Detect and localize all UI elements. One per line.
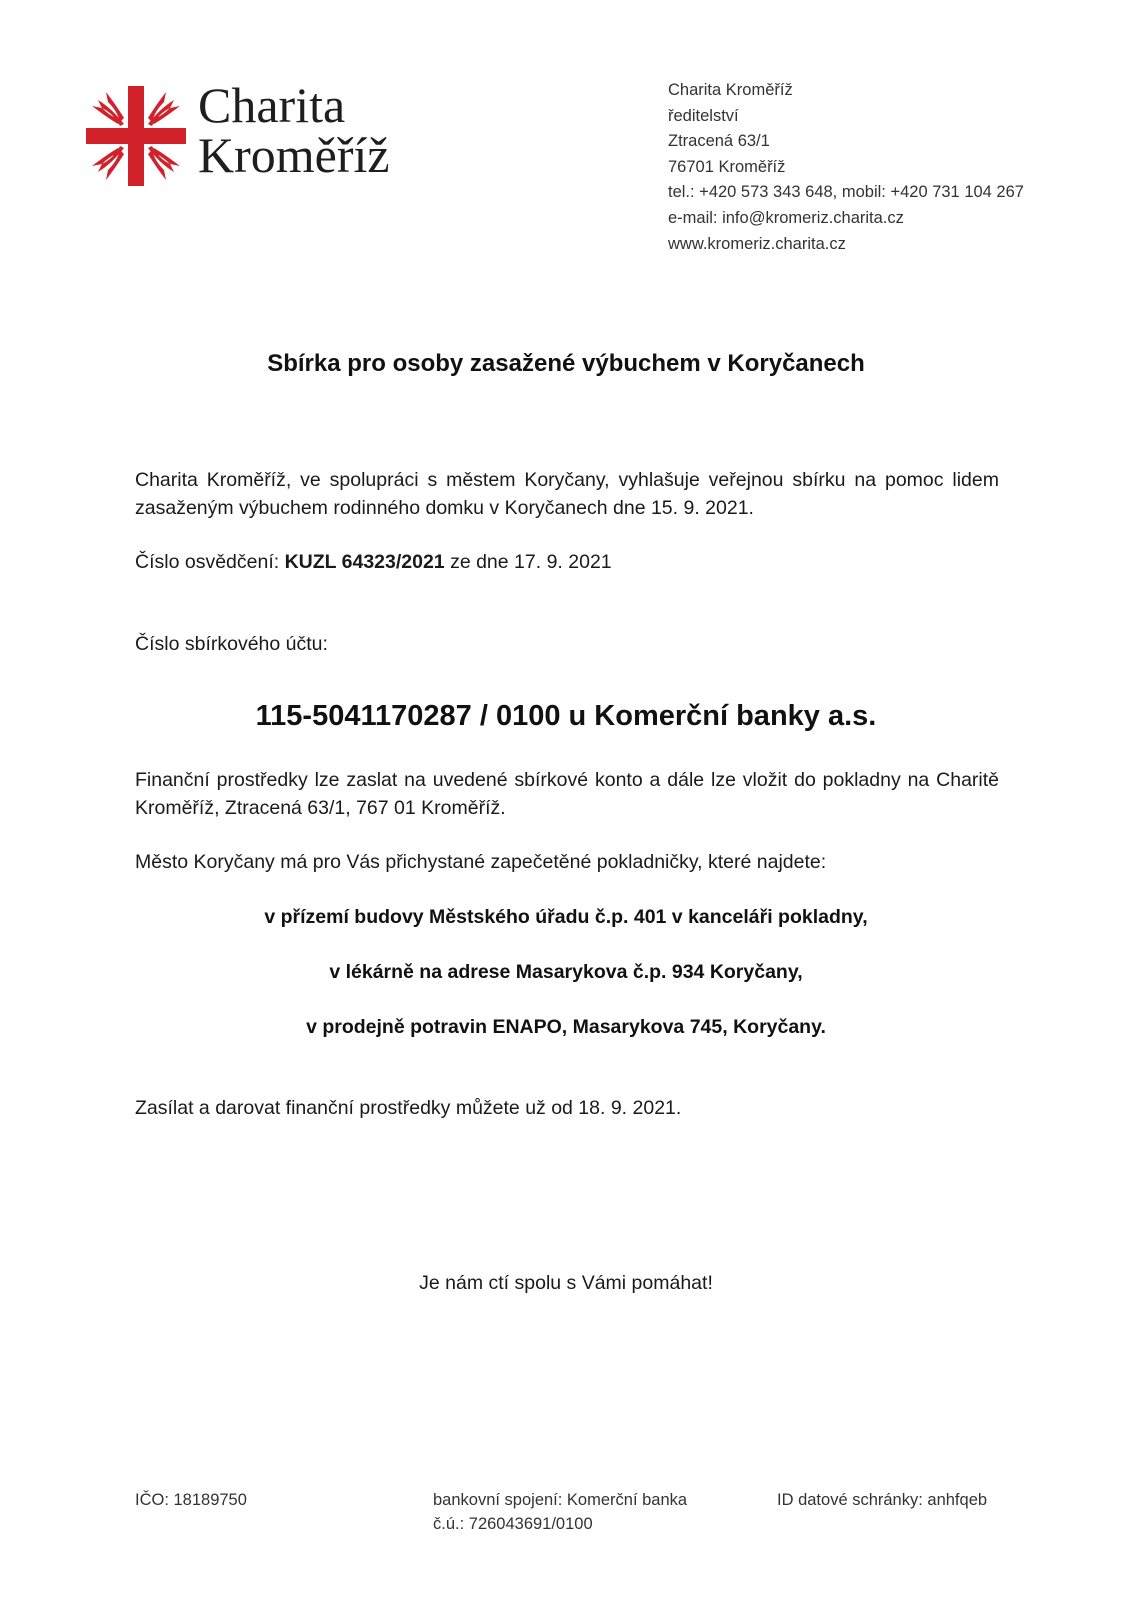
address-block: [668, 78, 1024, 257]
start-date-line: Zasílat a darovat finanční prostředky můžete už od 18. 9. 2021.: [135, 1097, 682, 1119]
intro-paragraph: Charita Kroměříž, ve spolupráci s městem Koryčany, vyhlašuje veřejnou sbírku na pomoc lidem zasaženým výbuchem rodinného domku v Koryčanech dne 15. 9. 2021.: [135, 469, 999, 519]
logo-text: [198, 77, 390, 183]
footer-bank-line-2: č.ú.: 726043691/0100: [433, 1515, 593, 1533]
logo-line-1: Charita: [198, 77, 346, 133]
footer-bank-line-1: bankovní spojení: Komerční banka: [433, 1491, 688, 1509]
certificate-line: [135, 548, 612, 576]
account-label: Číslo sbírkového účtu:: [135, 633, 328, 655]
address-line-org: Charita Kroměříž: [668, 81, 793, 99]
location-item-3: v prodejně potravin ENAPO, Masarykova 745, Koryčany.: [306, 1016, 826, 1038]
certificate-prefix: Číslo osvědčení:: [135, 551, 280, 573]
certificate-suffix: ze dne 17. 9. 2021: [450, 551, 612, 573]
location-item-2: v lékárně na adrese Masarykova č.p. 934 Koryčany,: [329, 961, 803, 983]
funds-paragraph: Finanční prostředky lze zaslat na uvedené sbírkové konto a dále lze vložit do pokladny na Charitě Kroměříž, Ztracená 63/1, 767 01 Kroměříž.: [135, 769, 999, 819]
address-line-phone: tel.: +420 573 343 648, mobil: +420 731 104 267: [668, 183, 1024, 202]
certificate-number: KUZL 64323/2021: [284, 551, 445, 573]
footer-ico-text: IČO: 18189750: [135, 1491, 247, 1509]
boxes-intro: Město Koryčany má pro Vás přichystané zapečetěné pokladničky, které najdete:: [135, 851, 827, 873]
address-line-dept: ředitelství: [668, 106, 739, 125]
address-line-web: www.kromeriz.charita.cz: [668, 234, 846, 253]
account-number: 115-5041170287 / 0100 u Komerční banky a.s.: [255, 700, 877, 732]
logo-line-2: Kroměříž: [198, 127, 390, 183]
charita-cross-icon: [86, 86, 186, 186]
address-line-city: 76701 Kroměříž: [668, 157, 786, 176]
charita-logo: [86, 77, 426, 190]
location-item-1: v přízemí budovy Městského úřadu č.p. 401 v kanceláři pokladny,: [264, 906, 868, 928]
footer-ico: [135, 1488, 247, 1512]
closing-line: Je nám ctí spolu s Vámi pomáhat!: [419, 1272, 713, 1294]
document-title: Sbírka pro osoby zasažené výbuchem v Koryčanech: [267, 350, 865, 377]
footer-data-box-text: ID datové schránky: anhfqeb: [777, 1491, 988, 1509]
footer-bank: [433, 1488, 687, 1536]
address-line-email: e-mail: info@kromeriz.charita.cz: [668, 208, 904, 227]
address-line-street: Ztracená 63/1: [668, 132, 770, 151]
footer-data-box: [777, 1488, 987, 1512]
